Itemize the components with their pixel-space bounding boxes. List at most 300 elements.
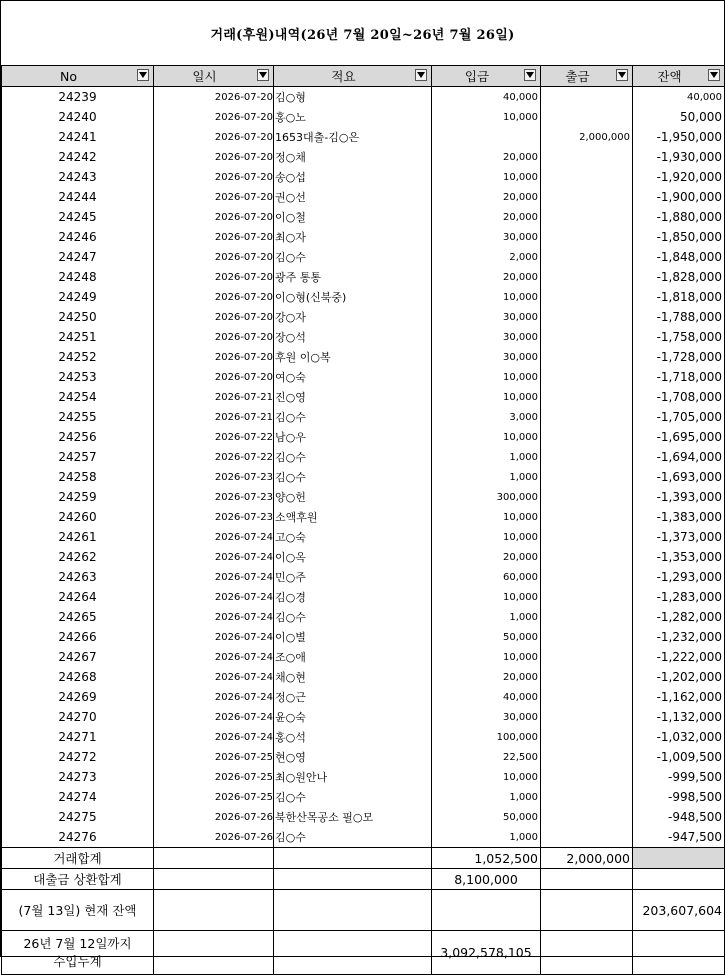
table-row xyxy=(2,827,725,848)
cell-no: 24246 xyxy=(2,227,154,247)
cell-desc: 민○주 xyxy=(274,567,432,587)
cell-no: 24251 xyxy=(2,327,154,347)
cell-date: 2026-07-26 xyxy=(154,827,274,848)
cell-out xyxy=(541,307,633,327)
cell-in: 20,000 xyxy=(432,207,541,227)
cell-out: 2,000,000 xyxy=(541,127,633,147)
cell-balance: -1,920,000 xyxy=(633,167,725,187)
cell-balance: -1,032,000 xyxy=(633,727,725,747)
cell-no: 24273 xyxy=(2,767,154,787)
cell-desc: 장○석 xyxy=(274,327,432,347)
cell-balance: -1,900,000 xyxy=(633,187,725,207)
cell-desc: 김○수 xyxy=(274,447,432,467)
table-row xyxy=(2,607,725,627)
cell-desc: 후원 이○복 xyxy=(274,347,432,367)
cell-in: 22,500 xyxy=(432,747,541,767)
cell-date: 2026-07-23 xyxy=(154,507,274,527)
cell-out xyxy=(541,627,633,647)
cell-no: 24247 xyxy=(2,247,154,267)
cell-in: 20,000 xyxy=(432,667,541,687)
cell-balance: -1,705,000 xyxy=(633,407,725,427)
cell-no: 24255 xyxy=(2,407,154,427)
cell-no: 24240 xyxy=(2,107,154,127)
cell-date: 2026-07-24 xyxy=(154,687,274,707)
cell-date: 2026-07-24 xyxy=(154,547,274,567)
empty-cell xyxy=(274,931,432,975)
cell-out xyxy=(541,567,633,587)
cell-in: 20,000 xyxy=(432,147,541,167)
cell-desc: 이○별 xyxy=(274,627,432,647)
cell-desc: 고○숙 xyxy=(274,527,432,547)
repay-label: 대출금 상환합계 xyxy=(2,869,154,890)
header-date-label: 일시 xyxy=(192,69,217,84)
cell-out xyxy=(541,767,633,787)
cell-date: 2026-07-24 xyxy=(154,527,274,547)
cell-in: 50,000 xyxy=(432,627,541,647)
cell-out xyxy=(541,507,633,527)
cell-out xyxy=(541,87,633,108)
cell-in: 300,000 xyxy=(432,487,541,507)
cell-desc: 권○선 xyxy=(274,187,432,207)
cell-desc: 홍○석 xyxy=(274,727,432,747)
cell-no: 24241 xyxy=(2,127,154,147)
cell-no: 24254 xyxy=(2,387,154,407)
empty-cell xyxy=(154,931,274,975)
cell-in: 30,000 xyxy=(432,307,541,327)
cumulative-value: 3,092,578,105 xyxy=(432,931,541,975)
table-row xyxy=(2,127,725,147)
cell-balance: -1,283,000 xyxy=(633,587,725,607)
header-desc xyxy=(274,66,432,87)
cell-balance: -947,500 xyxy=(633,827,725,848)
cell-date: 2026-07-20 xyxy=(154,307,274,327)
cell-in: 20,000 xyxy=(432,187,541,207)
cell-desc: 김○수 xyxy=(274,247,432,267)
table-row xyxy=(2,487,725,507)
table-row xyxy=(2,787,725,807)
cell-date: 2026-07-20 xyxy=(154,187,274,207)
cell-date: 2026-07-24 xyxy=(154,627,274,647)
table-row xyxy=(2,547,725,567)
cell-in: 60,000 xyxy=(432,567,541,587)
table-row xyxy=(2,247,725,267)
cell-balance: -1,353,000 xyxy=(633,547,725,567)
header-no xyxy=(2,66,154,87)
cell-no: 24259 xyxy=(2,487,154,507)
total-in: 1,052,500 xyxy=(432,848,541,869)
cell-no: 24249 xyxy=(2,287,154,307)
cell-balance: -1,818,000 xyxy=(633,287,725,307)
header-in xyxy=(432,66,541,87)
filter-dropdown-icon[interactable] xyxy=(616,69,628,81)
header-in-label: 입금 xyxy=(464,69,490,84)
cell-no: 24267 xyxy=(2,647,154,667)
cell-in: 1,000 xyxy=(432,447,541,467)
cell-date: 2026-07-24 xyxy=(154,587,274,607)
empty-cell xyxy=(274,848,432,869)
cell-desc: 강○자 xyxy=(274,307,432,327)
cell-balance: -1,282,000 xyxy=(633,607,725,627)
cell-balance: -1,232,000 xyxy=(633,627,725,647)
table-row xyxy=(2,167,725,187)
cell-out xyxy=(541,467,633,487)
cell-desc: 김○수 xyxy=(274,467,432,487)
cell-date: 2026-07-24 xyxy=(154,707,274,727)
cell-date: 2026-07-20 xyxy=(154,347,274,367)
cell-no: 24276 xyxy=(2,827,154,848)
cell-date: 2026-07-23 xyxy=(154,467,274,487)
empty-cell xyxy=(432,890,541,931)
cell-in: 10,000 xyxy=(432,587,541,607)
cell-balance: -1,828,000 xyxy=(633,267,725,287)
cell-out xyxy=(541,267,633,287)
cell-date: 2026-07-20 xyxy=(154,227,274,247)
cell-in: 10,000 xyxy=(432,427,541,447)
cell-desc: 이○철 xyxy=(274,207,432,227)
cell-date: 2026-07-20 xyxy=(154,127,274,147)
table-row xyxy=(2,287,725,307)
total-out: 2,000,000 xyxy=(541,848,633,869)
table-row xyxy=(2,227,725,247)
cell-desc: 최○자 xyxy=(274,227,432,247)
table-row xyxy=(2,447,725,467)
cell-in: 1,000 xyxy=(432,607,541,627)
cell-desc: 윤○숙 xyxy=(274,707,432,727)
cell-desc: 김○수 xyxy=(274,787,432,807)
balance-label: (7월 13일) 현재 잔액 xyxy=(2,890,154,931)
cell-out xyxy=(541,167,633,187)
filter-dropdown-icon[interactable] xyxy=(524,69,536,81)
cell-desc: 김○수 xyxy=(274,607,432,627)
table-row xyxy=(2,467,725,487)
cell-in: 10,000 xyxy=(432,387,541,407)
table-row xyxy=(2,387,725,407)
cell-out xyxy=(541,147,633,167)
empty-cell xyxy=(633,848,725,869)
cell-no: 24263 xyxy=(2,567,154,587)
cell-out xyxy=(541,207,633,227)
header-balance-label: 잔액 xyxy=(657,69,682,84)
cell-in: 3,000 xyxy=(432,407,541,427)
cell-balance: -1,202,000 xyxy=(633,667,725,687)
cell-out xyxy=(541,327,633,347)
cell-desc: 조○애 xyxy=(274,647,432,667)
cell-no: 24265 xyxy=(2,607,154,627)
header-balance xyxy=(633,66,725,87)
cell-desc: 북한산목공소 필○모 xyxy=(274,807,432,827)
table-row xyxy=(2,807,725,827)
table-row xyxy=(2,187,725,207)
cell-in: 10,000 xyxy=(432,107,541,127)
cell-date: 2026-07-20 xyxy=(154,167,274,187)
cell-no: 24250 xyxy=(2,307,154,327)
cell-in: 20,000 xyxy=(432,267,541,287)
cell-in: 2,000 xyxy=(432,247,541,267)
table-row xyxy=(2,767,725,787)
cell-out xyxy=(541,487,633,507)
cell-balance: -1,848,000 xyxy=(633,247,725,267)
table-row xyxy=(2,347,725,367)
cell-balance: -1,693,000 xyxy=(633,467,725,487)
filter-dropdown-icon[interactable] xyxy=(708,69,720,81)
cell-in: 10,000 xyxy=(432,367,541,387)
cell-balance: -1,695,000 xyxy=(633,427,725,447)
empty-cell xyxy=(154,869,274,890)
cell-desc: 이○형(신북중) xyxy=(274,287,432,307)
cell-date: 2026-07-25 xyxy=(154,767,274,787)
cell-no: 24260 xyxy=(2,507,154,527)
empty-cell xyxy=(541,890,633,931)
cell-out xyxy=(541,527,633,547)
cell-out xyxy=(541,747,633,767)
cell-no: 24269 xyxy=(2,687,154,707)
cell-no: 24264 xyxy=(2,587,154,607)
cell-date: 2026-07-20 xyxy=(154,207,274,227)
cumulative-label-line1: 26년 7월 12일까지 xyxy=(23,935,132,951)
cell-desc: 김○형 xyxy=(274,87,432,108)
cell-desc: 정○채 xyxy=(274,147,432,167)
cell-desc: 여○숙 xyxy=(274,367,432,387)
filter-dropdown-icon[interactable] xyxy=(257,69,269,81)
cell-out xyxy=(541,427,633,447)
table-row xyxy=(2,427,725,447)
cell-balance: 40,000 xyxy=(633,87,725,108)
cell-balance: -1,162,000 xyxy=(633,687,725,707)
cell-no: 24274 xyxy=(2,787,154,807)
table-row xyxy=(2,367,725,387)
cell-desc: 채○현 xyxy=(274,667,432,687)
cell-desc: 1653대출-김○은 xyxy=(274,127,432,147)
empty-cell xyxy=(541,931,633,975)
cell-balance: -998,500 xyxy=(633,787,725,807)
cell-balance: -1,383,000 xyxy=(633,507,725,527)
table-row xyxy=(2,407,725,427)
cell-date: 2026-07-23 xyxy=(154,487,274,507)
cell-out xyxy=(541,247,633,267)
total-label: 거래합계 xyxy=(2,848,154,869)
cell-in: 30,000 xyxy=(432,347,541,367)
empty-cell xyxy=(154,890,274,931)
cell-date: 2026-07-24 xyxy=(154,607,274,627)
repay-row xyxy=(2,869,725,890)
cell-no: 24239 xyxy=(2,87,154,108)
cell-desc: 송○섭 xyxy=(274,167,432,187)
cell-balance: -1,850,000 xyxy=(633,227,725,247)
table-row xyxy=(2,507,725,527)
cell-balance: -1,694,000 xyxy=(633,447,725,467)
empty-cell xyxy=(154,848,274,869)
cell-out xyxy=(541,107,633,127)
cell-date: 2026-07-24 xyxy=(154,667,274,687)
cell-out xyxy=(541,547,633,567)
cell-no: 24268 xyxy=(2,667,154,687)
cell-in: 100,000 xyxy=(432,727,541,747)
cell-no: 24252 xyxy=(2,347,154,367)
cell-in: 10,000 xyxy=(432,767,541,787)
cell-balance: -1,758,000 xyxy=(633,327,725,347)
cell-balance: -948,500 xyxy=(633,807,725,827)
table-row xyxy=(2,747,725,767)
header-out xyxy=(541,66,633,87)
cell-balance: -1,222,000 xyxy=(633,647,725,667)
cell-in: 10,000 xyxy=(432,167,541,187)
cell-desc: 정○근 xyxy=(274,687,432,707)
cell-out xyxy=(541,707,633,727)
cell-date: 2026-07-20 xyxy=(154,247,274,267)
cell-out xyxy=(541,447,633,467)
cell-date: 2026-07-24 xyxy=(154,647,274,667)
balance-value: 203,607,604 xyxy=(633,890,725,931)
empty-cell xyxy=(274,890,432,931)
cell-in: 10,000 xyxy=(432,287,541,307)
cell-date: 2026-07-20 xyxy=(154,107,274,127)
cell-date: 2026-07-20 xyxy=(154,367,274,387)
header-row xyxy=(2,66,725,87)
total-row xyxy=(2,848,725,869)
empty-cell xyxy=(274,869,432,890)
cell-balance: -1,788,000 xyxy=(633,307,725,327)
cell-in: 30,000 xyxy=(432,707,541,727)
balance-row xyxy=(2,890,725,931)
cell-in: 10,000 xyxy=(432,527,541,547)
cell-balance: -1,393,000 xyxy=(633,487,725,507)
cell-no: 24262 xyxy=(2,547,154,567)
cell-date: 2026-07-26 xyxy=(154,807,274,827)
table-row xyxy=(2,727,725,747)
cell-out xyxy=(541,827,633,848)
cell-no: 24271 xyxy=(2,727,154,747)
title-area xyxy=(1,1,724,65)
cell-desc: 김○경 xyxy=(274,587,432,607)
cell-no: 24256 xyxy=(2,427,154,447)
cell-out xyxy=(541,347,633,367)
cell-in xyxy=(432,127,541,147)
cell-date: 2026-07-20 xyxy=(154,267,274,287)
cell-date: 2026-07-25 xyxy=(154,787,274,807)
cumulative-label-line2: 수입누계 xyxy=(53,953,102,969)
empty-cell xyxy=(633,931,725,975)
table-row xyxy=(2,307,725,327)
table-row xyxy=(2,327,725,347)
filter-dropdown-icon[interactable] xyxy=(415,69,427,81)
cell-date: 2026-07-20 xyxy=(154,327,274,347)
header-out-label: 출금 xyxy=(565,69,590,84)
cell-date: 2026-07-24 xyxy=(154,567,274,587)
table-row xyxy=(2,647,725,667)
cell-out xyxy=(541,687,633,707)
header-desc-label: 적요 xyxy=(331,69,356,84)
cell-balance: -1,373,000 xyxy=(633,527,725,547)
cell-balance: -1,708,000 xyxy=(633,387,725,407)
page-title: 거래(후원)내역(26년 7월 20일~26년 7월 26일) xyxy=(210,27,515,43)
cell-in: 40,000 xyxy=(432,87,541,108)
cell-out xyxy=(541,587,633,607)
cell-in: 1,000 xyxy=(432,787,541,807)
cell-out xyxy=(541,807,633,827)
cell-date: 2026-07-21 xyxy=(154,407,274,427)
cell-date: 2026-07-20 xyxy=(154,87,274,108)
cell-date: 2026-07-24 xyxy=(154,727,274,747)
cell-out xyxy=(541,227,633,247)
cell-out xyxy=(541,727,633,747)
repay-value: 8,100,000 xyxy=(432,869,541,890)
table-row xyxy=(2,667,725,687)
cell-desc: 이○옥 xyxy=(274,547,432,567)
cell-in: 30,000 xyxy=(432,227,541,247)
cell-no: 24244 xyxy=(2,187,154,207)
cell-desc: 양○헌 xyxy=(274,487,432,507)
cell-no: 24272 xyxy=(2,747,154,767)
cell-date: 2026-07-21 xyxy=(154,387,274,407)
filter-dropdown-icon[interactable] xyxy=(137,69,149,81)
cell-in: 30,000 xyxy=(432,327,541,347)
table-row xyxy=(2,627,725,647)
cell-date: 2026-07-20 xyxy=(154,147,274,167)
cell-desc: 남○우 xyxy=(274,427,432,447)
cell-desc: 김○수 xyxy=(274,827,432,848)
cell-in: 20,000 xyxy=(432,547,541,567)
cell-desc: 진○영 xyxy=(274,387,432,407)
cell-balance: -999,500 xyxy=(633,767,725,787)
cell-out xyxy=(541,407,633,427)
empty-cell xyxy=(633,869,725,890)
cell-out xyxy=(541,367,633,387)
cell-date: 2026-07-22 xyxy=(154,427,274,447)
cell-no: 24266 xyxy=(2,627,154,647)
table-row xyxy=(2,147,725,167)
cell-balance: 50,000 xyxy=(633,107,725,127)
table-row xyxy=(2,87,725,108)
table-row xyxy=(2,207,725,227)
cell-balance: -1,009,500 xyxy=(633,747,725,767)
cell-no: 24257 xyxy=(2,447,154,467)
cell-no: 24270 xyxy=(2,707,154,727)
cell-desc: 광주 통통 xyxy=(274,267,432,287)
cell-no: 24275 xyxy=(2,807,154,827)
cell-in: 10,000 xyxy=(432,507,541,527)
cell-no: 24253 xyxy=(2,367,154,387)
header-no-label: No xyxy=(60,68,77,84)
cell-balance: -1,880,000 xyxy=(633,207,725,227)
cell-out xyxy=(541,187,633,207)
table-row xyxy=(2,587,725,607)
table-row xyxy=(2,107,725,127)
cell-in: 1,000 xyxy=(432,467,541,487)
header-date xyxy=(154,66,274,87)
cell-balance: -1,132,000 xyxy=(633,707,725,727)
cumulative-row xyxy=(2,931,725,975)
cell-in: 10,000 xyxy=(432,647,541,667)
cell-balance: -1,728,000 xyxy=(633,347,725,367)
cell-balance: -1,293,000 xyxy=(633,567,725,587)
table-row xyxy=(2,687,725,707)
table-row xyxy=(2,267,725,287)
cell-in: 50,000 xyxy=(432,807,541,827)
transactions-table xyxy=(1,65,725,975)
cell-desc: 홍○노 xyxy=(274,107,432,127)
cell-out xyxy=(541,387,633,407)
cell-desc: 최○원안나 xyxy=(274,767,432,787)
cell-no: 24245 xyxy=(2,207,154,227)
cell-in: 40,000 xyxy=(432,687,541,707)
cell-desc: 소액후원 xyxy=(274,507,432,527)
cell-out xyxy=(541,647,633,667)
cell-date: 2026-07-20 xyxy=(154,287,274,307)
cell-out xyxy=(541,607,633,627)
cell-in: 1,000 xyxy=(432,827,541,848)
cell-date: 2026-07-22 xyxy=(154,447,274,467)
table-row xyxy=(2,567,725,587)
